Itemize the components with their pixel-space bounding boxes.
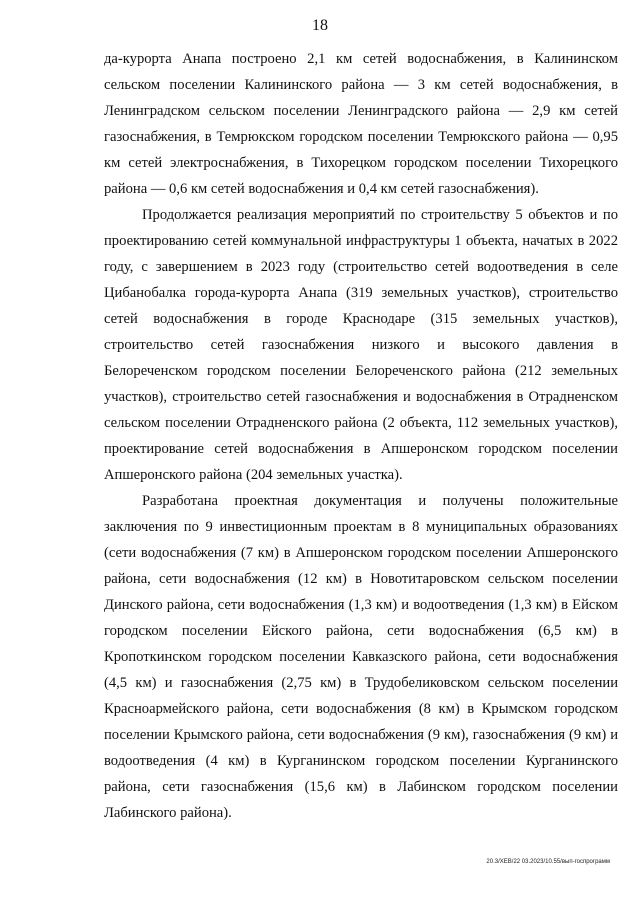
document-body <box>104 46 618 826</box>
paragraph-continuation: да-курорта Анапа построено 2,1 км сетей водоснабжения, в Калининском сельском поселении Калининского района — 3 км сетей водоснабжения, в Ленинградском сельском поселении Ленинградского района — 2,9 км сетей газоснабжения, в Темрюкском городском поселении Темрюкского района — 0,95 км сетей электроснабжения, в Тихорецком городском поселении Тихорецкого района — 0,6 км сетей водоснабжения и 0,4 км сетей газоснабжения). <box>104 51 618 197</box>
page-number: 18 <box>312 17 328 34</box>
paragraph-project-documentation: Разработана проектная документация и получены положительные заключения по 9 инвестиционным проектам в 8 муниципальных образованиях (сети водоснабжения (7 км) в Апшеронском городском поселении Апшеронского района, сети водоснабжения (12 км) в Новотитаровском сельском поселении Динского района, сети водоснабжения (1,3 км) и водоотведения (1,3 км) в Ейском городском поселении Ейского района, сети водоснабжения (6,5 км) в Кропоткинском городском поселении Кавказского района, сети водоснабжения (4,5 км) и газоснабжения (2,75 км) в Трудобеликовском сельском поселении Красноармейского района, сети водоснабжения (8 км) в Крымском городском поселении Крымского района, сети водоснабжения (9 км), газоснабжения (9 км) и водоотведения (4 км) в Курганинском городском поселении Курганинского района, сети газоснабжения (15,6 км) в Лабинском городском поселении Лабинского района). <box>104 493 618 821</box>
paragraph-construction-progress: Продолжается реализация мероприятий по строительству 5 объектов и по проектированию сетей коммунальной инфраструктуры 1 объекта, начатых в 2022 году, с завершением в 2023 году (строительство сетей водоотведения в селе Цибанобалка города-курорта Анапа (319 земельных участков), строительство сетей водоснабжения в городе Краснодаре (315 земельных участков), строительство сетей газоснабжения низкого и высокого давления в Белореченском городском поселении Белореченского района (212 земельных участков), строительство сетей газоснабжения и водоснабжения в Отрадненском сельском поселении Отрадненского района (2 объекта, 112 земельных участков), проектирование сетей водоснабжения в Апшеронском городском поселении Апшеронского района (204 земельных участка). <box>104 207 618 483</box>
page-edge <box>0 0 2 905</box>
document-footer-code: 20.3/ХЕВ/22 03.2023/10.55/вып-госпрограмм <box>486 859 610 865</box>
